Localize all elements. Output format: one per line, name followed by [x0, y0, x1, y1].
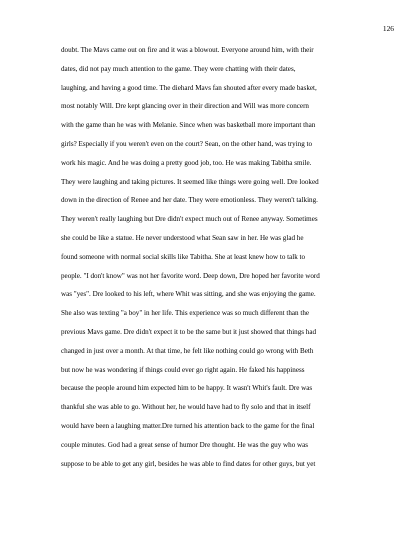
text-line: she could be like a statue. He never understood what Sean saw in her. He was glad he	[61, 233, 304, 242]
text-line: down in the direction of Renee and her date. They were emotionless. They weren't talking.	[61, 196, 318, 205]
page-number: 126	[382, 24, 394, 33]
text-line: found someone with normal social skills like Tabitha. She at least knew how to talk to	[61, 252, 306, 261]
text-line: suppose to be able to get any girl, besides he was able to find dates for other guys, but yet	[61, 459, 316, 468]
text-line: They weren't really laughing but Dre didn't expect much out of Renee anyway. Sometimes	[61, 215, 318, 224]
text-line: with the game than he was with Melanie. Since when was basketball more important than	[61, 121, 316, 130]
text-line: previous Mavs game. Dre didn't expect it to be the same but it just showed that things had	[61, 327, 317, 336]
text-line: because the people around him expected him to be happy. It wasn't Whit's fault. Dre was	[61, 384, 313, 393]
text-line: She also was texting "a boy" in her life. This experience was so much different than the	[61, 309, 310, 318]
text-line: work his magic. And he was doing a pretty good job, too. He was making Tabitha smile.	[61, 158, 312, 167]
body-text	[61, 41, 361, 473]
text-line: but now he was wondering if things could ever go right again. He faked his happiness	[61, 365, 305, 374]
text-line: doubt. The Mavs came out on fire and it was a blowout. Everyone around him, with their	[61, 46, 314, 54]
text-line: was "yes". Dre looked to his left, where Whit was sitting, and she was enjoying the game.	[61, 290, 316, 299]
text-line: would have been a laughing matter.Dre turned his attention back to the game for the final	[61, 421, 315, 430]
text-line: laughing, and having a good time. The diehard Mavs fan shouted after every made basket,	[61, 83, 317, 92]
text-line: changed in just over a month. At that time, he felt like nothing could go wrong with Beth	[61, 346, 314, 355]
text-line: girls? Especially if you weren't even on the court? Sean, on the other hand, was trying to	[61, 139, 313, 148]
text-line: They were laughing and taking pictures. It seemed like things were going well. Dre looked	[61, 177, 319, 186]
text-line: most notably Will. Dre kept glancing over in their direction and Will was more concern	[61, 102, 309, 111]
text-line: dates, did not pay much attention to the game. They were chatting with their dates,	[61, 64, 296, 73]
text-line: people. "I don't know" was not her favorite word. Deep down, Dre hoped her favorite word	[61, 271, 320, 280]
text-line: couple minutes. God had a great sense of humor Dre thought. He was the guy who was	[61, 440, 309, 449]
text-line: thankful she was able to go. Without her, he would have had to fly solo and that in itself	[61, 403, 311, 412]
